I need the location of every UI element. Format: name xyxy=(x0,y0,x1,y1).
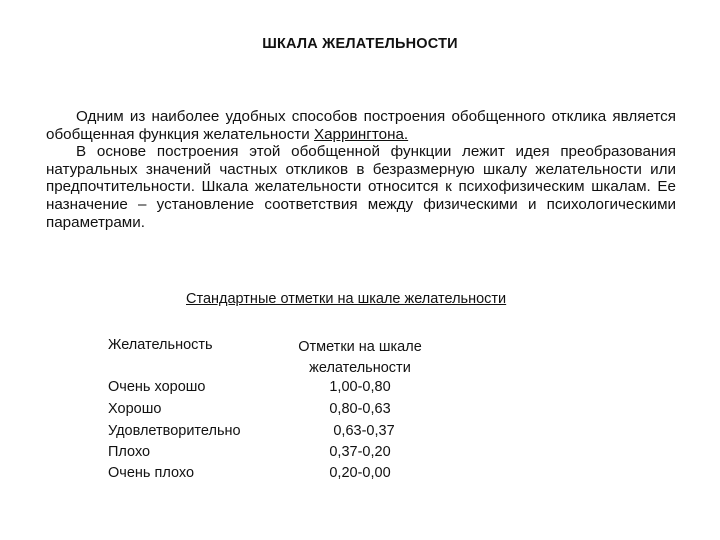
table-title: Стандартные отметки на шкале желательности xyxy=(186,291,507,307)
paragraph-2: В основе построения этой обобщенной функции лежит идея преобразования натуральных значений частных откликов в безразмерную шкалу желательности или предпочтительности. Шкала желательности относится к психофизическим шкалам. Ее назначение – установление соответствия между физическими и психологическими параметрами. xyxy=(46,143,676,231)
table-row-range: 0,20-0,00 xyxy=(329,465,391,481)
table-row-range: 1,00-0,80 xyxy=(329,379,391,395)
body-text xyxy=(46,108,676,231)
table-row-range: 0,80-0,63 xyxy=(329,401,391,417)
table-row-label: Очень плохо xyxy=(108,465,195,481)
table-header-right xyxy=(290,337,430,379)
table-row-label: Хорошо xyxy=(108,401,162,417)
table-header-right-line2: желательности xyxy=(309,360,411,376)
table-row-label: Плохо xyxy=(108,444,151,460)
harrington-name: Харрингтона. xyxy=(313,125,409,143)
table-row-range: 0,63-0,37 xyxy=(333,423,395,439)
page-title: ШКАЛА ЖЕЛАТЕЛЬНОСТИ xyxy=(262,36,458,52)
table-header-left: Желательность xyxy=(108,337,213,353)
paragraph-1 xyxy=(46,108,676,143)
table-row-label: Удовлетворительно xyxy=(108,423,241,439)
table-row-range: 0,37-0,20 xyxy=(329,444,391,460)
paragraph-1-text: Одним из наиболее удобных способов построения обобщенного отклика является обобщенная функция желательности xyxy=(46,108,676,143)
table-row-label: Очень хорошо xyxy=(108,379,206,395)
table-header-right-line1: Отметки на шкале xyxy=(298,339,422,355)
